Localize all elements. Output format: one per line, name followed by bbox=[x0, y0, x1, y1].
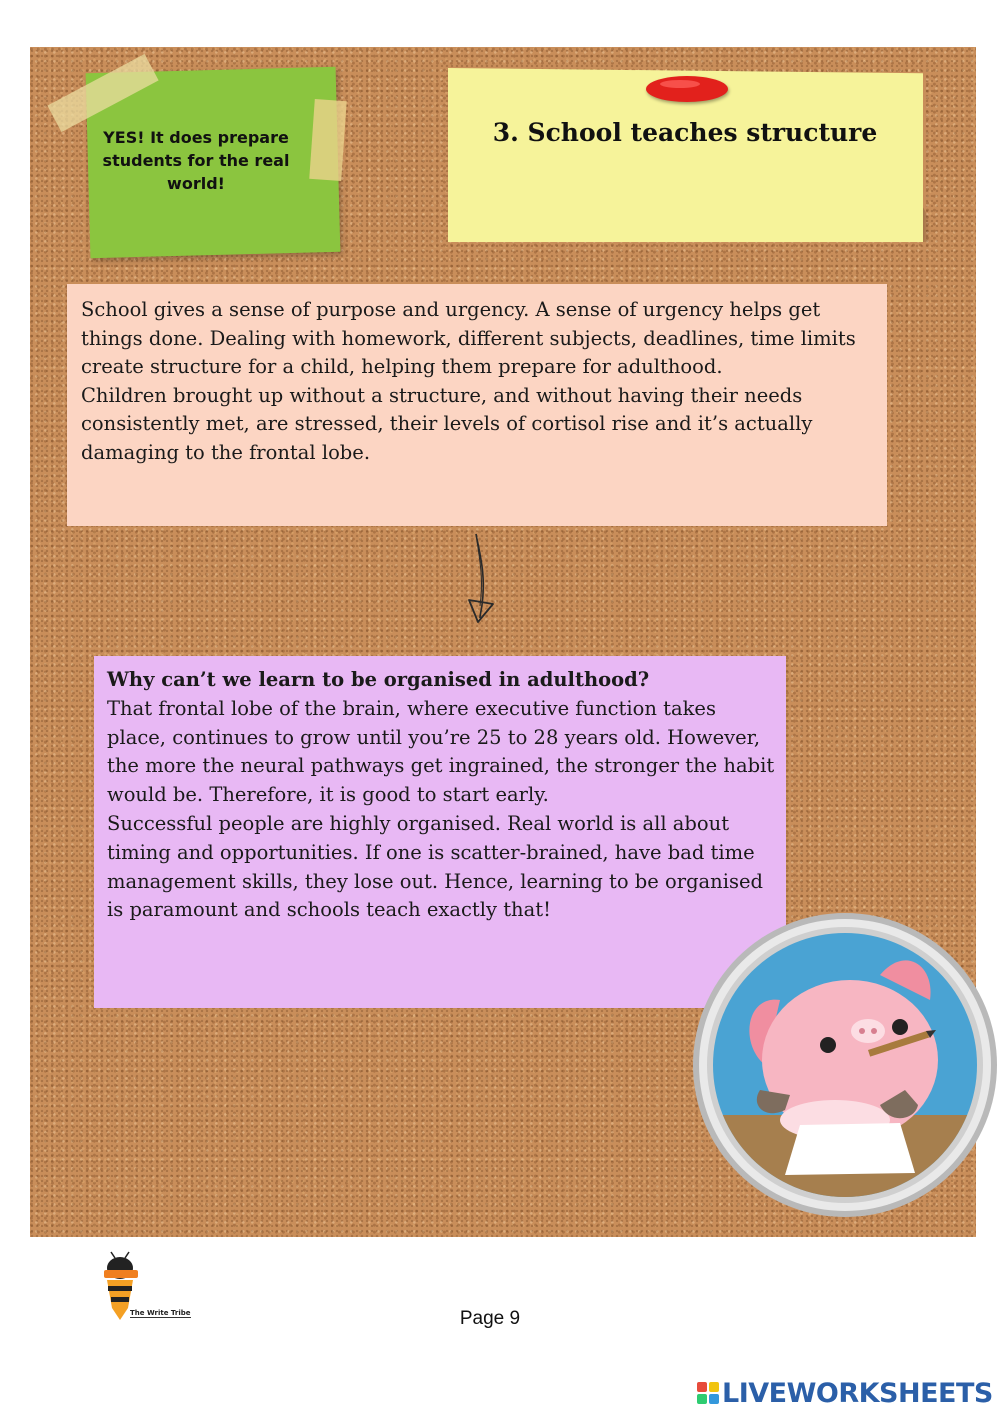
brand-text: LIVEWORKSHEETS bbox=[722, 1377, 993, 1409]
pushpin-highlight bbox=[660, 80, 700, 88]
question-heading: Why can’t we learn to be organised in adulthood? bbox=[107, 668, 650, 691]
section-title: 3. School teaches structure bbox=[492, 118, 878, 147]
green-note-text: YES! It does prepare students for the real world! bbox=[102, 128, 290, 193]
paragraph: Children brought up without a structure, and without having their needs consistently met, are stressed, their levels of cortisol rise and it’s actually damaging to the frontal lobe. bbox=[81, 383, 813, 464]
paragraph: School gives a sense of purpose and urgency. A sense of urgency helps get things done. Dealing with homework, different subjects, deadlines, time limits create structure for a child, helping them prepare for adulthood. bbox=[81, 298, 856, 378]
bee-logo-icon bbox=[98, 1250, 208, 1330]
purple-text-content bbox=[107, 666, 779, 925]
tape-strip bbox=[309, 99, 347, 181]
pig-writing-icon bbox=[690, 905, 1000, 1225]
page-number: Page 9 bbox=[459, 1308, 521, 1329]
paragraph: That frontal lobe of the brain, where executive function takes place, continues to grow until you’re 25 to 28 years old. However, the more the neural pathways get ingrained, the stronger the habit would be. Therefore, it is good to start early. bbox=[107, 696, 775, 807]
paragraph: Successful people are highly organised. Real world is all about timing and opportunities. If one is scatter-brained, have bad time management skills, they lose out. Hence, learning to be organised is paramount and schools teach exactly that! bbox=[107, 811, 764, 922]
liveworksheets-logo-icon bbox=[697, 1382, 719, 1404]
peach-text-content bbox=[81, 296, 881, 467]
liveworksheets-brand[interactable] bbox=[697, 1376, 993, 1410]
down-arrow-icon bbox=[456, 530, 506, 630]
logo-text: The Write Tribe bbox=[130, 1309, 191, 1317]
